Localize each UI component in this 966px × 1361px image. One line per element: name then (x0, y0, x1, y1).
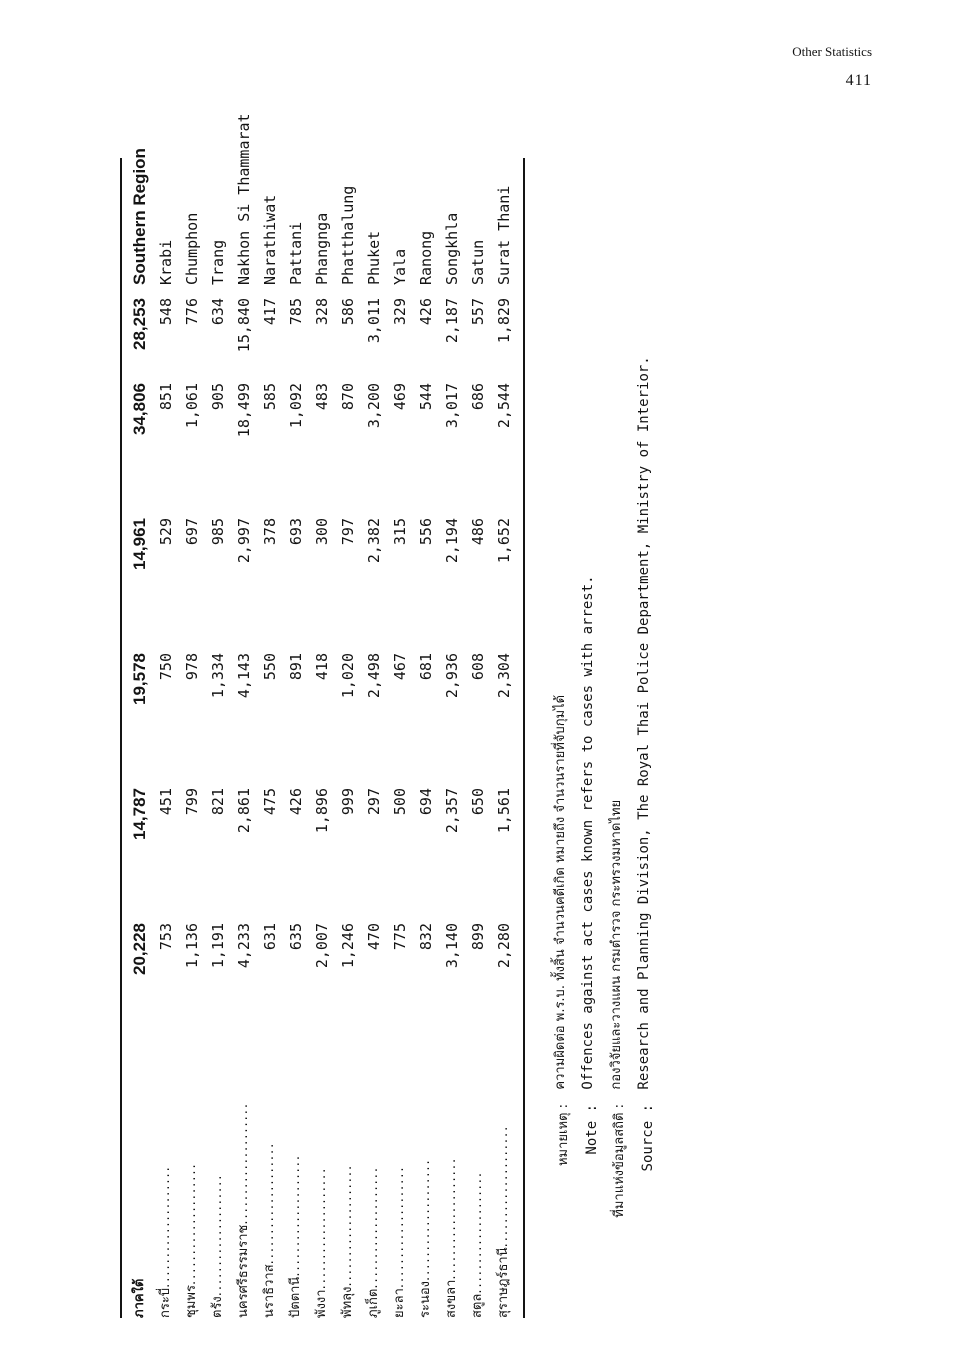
value-cell: 426 (287, 788, 305, 816)
province-thai-text: สงขลา (444, 1279, 459, 1318)
province-thai-text: นครศรีธรรมราช (236, 1224, 251, 1318)
province-thai-text: ภูเก็ต (366, 1288, 381, 1318)
value-cell: 1,334 (209, 653, 227, 699)
value-cell: 315 (391, 518, 409, 546)
dot-leader: .................... (184, 1162, 199, 1286)
value-cell: 2,357 (443, 788, 461, 834)
province-thai-name (231, 1068, 257, 1318)
province-thai-name (335, 1068, 361, 1318)
province-english-name: Surat Thani (495, 185, 513, 285)
value-cell: 1,020 (339, 653, 357, 699)
value-cell: 3,017 (443, 383, 461, 429)
value-cell: 1,896 (313, 788, 331, 834)
province-thai-text: สุราษฎร์ธานี (496, 1247, 511, 1318)
province-thai-name (153, 1068, 179, 1318)
bottom-rule (523, 158, 525, 1318)
page-number: 411 (845, 72, 872, 89)
province-thai-name (413, 1068, 439, 1318)
value-cell: 693 (287, 518, 305, 546)
value-cell: 2,382 (365, 518, 383, 564)
value-cell: 891 (287, 653, 305, 681)
value-cell: 1,092 (287, 383, 305, 429)
region-total-cell: 14,961 (130, 518, 149, 570)
value-cell: 750 (157, 653, 175, 681)
value-cell: 1,061 (183, 383, 201, 429)
value-cell: 2,544 (495, 383, 513, 429)
province-english-name: Narathiwat (261, 194, 279, 285)
value-cell: 2,861 (235, 788, 253, 834)
value-cell: 15,840 (235, 298, 253, 353)
dot-leader: .................... (444, 1156, 459, 1280)
value-cell: 694 (417, 788, 435, 816)
province-english-name: Krabi (157, 239, 175, 285)
value-cell: 1,246 (339, 923, 357, 969)
region-total-cell: 34,806 (130, 383, 149, 435)
value-cell: 586 (339, 298, 357, 326)
province-thai-name (283, 1068, 309, 1318)
province-thai-text: สตูล (470, 1293, 485, 1318)
value-cell: 378 (261, 518, 279, 546)
value-cell: 557 (469, 298, 487, 326)
value-cell: 550 (261, 653, 279, 681)
value-cell: 329 (391, 298, 409, 326)
dot-leader: .................... (470, 1171, 485, 1294)
dot-leader: .................... (418, 1158, 433, 1281)
province-thai-name (205, 1068, 231, 1318)
dot-leader: .................... (288, 1154, 303, 1277)
dot-leader: .................... (340, 1163, 355, 1287)
province-thai-text: นราธิวาส (262, 1264, 277, 1318)
value-cell: 1,829 (495, 298, 513, 344)
value-cell: 529 (157, 518, 175, 546)
value-cell: 1,652 (495, 518, 513, 564)
province-thai-name (179, 1068, 205, 1318)
value-cell: 2,280 (495, 923, 513, 969)
source-label: Source : (640, 1104, 656, 1172)
province-thai-name (361, 1068, 387, 1318)
value-cell: 18,499 (235, 383, 253, 438)
province-english-name: Ranong (417, 230, 435, 285)
value-cell: 681 (417, 653, 435, 681)
section-title: Other Statistics (792, 44, 872, 59)
value-cell: 300 (313, 518, 331, 546)
region-total-cell: 28,253 (130, 298, 149, 350)
province-thai-text: ปัตตานี (288, 1276, 303, 1318)
value-cell: 2,936 (443, 653, 461, 699)
value-cell: 776 (183, 298, 201, 326)
province-english-name: Chumphon (183, 212, 201, 285)
region-thai-label: ภาคใต้ (132, 1278, 147, 1318)
value-cell: 426 (417, 298, 435, 326)
value-cell: 634 (209, 298, 227, 326)
province-english-name: Phangnga (313, 212, 331, 285)
page-header (792, 44, 872, 90)
dot-leader: .................... (366, 1166, 381, 1289)
province-english-name: Phatthalung (339, 185, 357, 285)
value-cell: 469 (391, 383, 409, 411)
value-cell: 500 (391, 788, 409, 816)
province-thai-name (309, 1068, 335, 1318)
value-cell: 486 (469, 518, 487, 546)
value-cell: 832 (417, 923, 435, 951)
value-cell: 2,304 (495, 653, 513, 699)
value-cell: 4,143 (235, 653, 253, 699)
province-thai-text: พัทลุง (340, 1286, 355, 1318)
province-thai-text: ระนอง (418, 1280, 433, 1318)
value-cell: 608 (469, 653, 487, 681)
dot-leader: .................... (392, 1165, 407, 1289)
value-cell: 2,997 (235, 518, 253, 564)
value-cell: 417 (261, 298, 279, 326)
value-cell: 821 (209, 788, 227, 816)
thai-source-text: กองวิจัยและวางแผน กรมตำรวจ กระทรวงมหาดไทย (609, 799, 624, 1090)
value-cell: 470 (365, 923, 383, 951)
value-cell: 297 (365, 788, 383, 816)
thai-source-label: ที่มาแห่งข้อมูลสถิติ : (612, 1104, 627, 1218)
value-cell: 556 (417, 518, 435, 546)
value-cell: 475 (261, 788, 279, 816)
value-cell: 3,200 (365, 383, 383, 429)
value-cell: 797 (339, 518, 357, 546)
dot-leader: .................... (314, 1166, 329, 1290)
region-total-cell: 19,578 (130, 653, 149, 705)
dot-leader: .................... (158, 1165, 173, 1288)
value-cell: 978 (183, 653, 201, 681)
value-cell: 635 (287, 923, 305, 951)
value-cell: 799 (183, 788, 201, 816)
province-thai-text: ตรัง (210, 1296, 225, 1318)
value-cell: 483 (313, 383, 331, 411)
source-text: Research and Planning Division, The Royal Thai Police Department, Ministry of Interior. (636, 356, 652, 1090)
value-cell: 775 (391, 923, 409, 951)
value-cell: 3,011 (365, 298, 383, 344)
value-cell: 328 (313, 298, 331, 326)
thai-note-label: หมายเหตุ : (556, 1104, 571, 1167)
value-cell: 905 (209, 383, 227, 411)
value-cell: 753 (157, 923, 175, 951)
value-cell: 851 (157, 383, 175, 411)
province-thai-name (439, 1068, 465, 1318)
value-cell: 2,187 (443, 298, 461, 344)
value-cell: 4,233 (235, 923, 253, 969)
dot-leader: .................... (262, 1141, 277, 1265)
value-cell: 467 (391, 653, 409, 681)
value-cell: 2,007 (313, 923, 331, 969)
value-cell: 650 (469, 788, 487, 816)
rotated-table-page (105, 113, 665, 1318)
province-thai-name (465, 1068, 491, 1318)
note-text: Offences against act cases known refers to cases with arrest. (580, 575, 596, 1090)
province-thai-text: ชุมพร (184, 1285, 199, 1318)
value-cell: 1,561 (495, 788, 513, 834)
value-cell: 548 (157, 298, 175, 326)
province-thai-name (491, 1068, 517, 1318)
value-cell: 697 (183, 518, 201, 546)
value-cell: 985 (209, 518, 227, 546)
province-thai-text: พังงา (314, 1289, 329, 1318)
province-thai-name (257, 1068, 283, 1318)
province-english-name: Phuket (365, 230, 383, 285)
value-cell: 631 (261, 923, 279, 951)
value-cell: 3,140 (443, 923, 461, 969)
value-cell: 686 (469, 383, 487, 411)
region-total-cell: 20,228 (130, 923, 149, 975)
value-cell: 544 (417, 383, 435, 411)
province-english-name: Pattani (287, 221, 305, 285)
province-english-name: Songkhla (443, 212, 461, 285)
value-cell: 899 (469, 923, 487, 951)
province-thai-text: กระบี่ (158, 1287, 173, 1318)
thai-note-text: ความผิดต่อ พ.ร.บ. ทั้งสิ้น จำนวนคดีเกิด หมายถึง จำนวนรายที่จับกุมได้ (553, 694, 568, 1090)
value-cell: 2,498 (365, 653, 383, 699)
value-cell: 999 (339, 788, 357, 816)
province-english-name: Trang (209, 239, 227, 285)
value-cell: 1,136 (183, 923, 201, 969)
province-thai-name (387, 1068, 413, 1318)
region-english-label: Southern Region (130, 148, 149, 285)
top-rule (120, 158, 122, 1318)
province-english-name: Satun (469, 239, 487, 285)
province-english-name: Nakhon Si Thammarat (235, 113, 253, 285)
value-cell: 1,191 (209, 923, 227, 969)
value-cell: 585 (261, 383, 279, 411)
dot-leader: .................... (496, 1124, 511, 1248)
province-thai-text: ยะลา (392, 1288, 407, 1318)
province-english-name: Yala (391, 248, 409, 285)
region-total-cell: 14,787 (130, 788, 149, 840)
value-cell: 785 (287, 298, 305, 326)
value-cell: 2,194 (443, 518, 461, 564)
value-cell: 418 (313, 653, 331, 681)
dot-leader: .................... (210, 1173, 225, 1297)
dot-leader: .................... (236, 1101, 251, 1225)
value-cell: 451 (157, 788, 175, 816)
value-cell: 870 (339, 383, 357, 411)
note-label: Note : (584, 1104, 600, 1155)
